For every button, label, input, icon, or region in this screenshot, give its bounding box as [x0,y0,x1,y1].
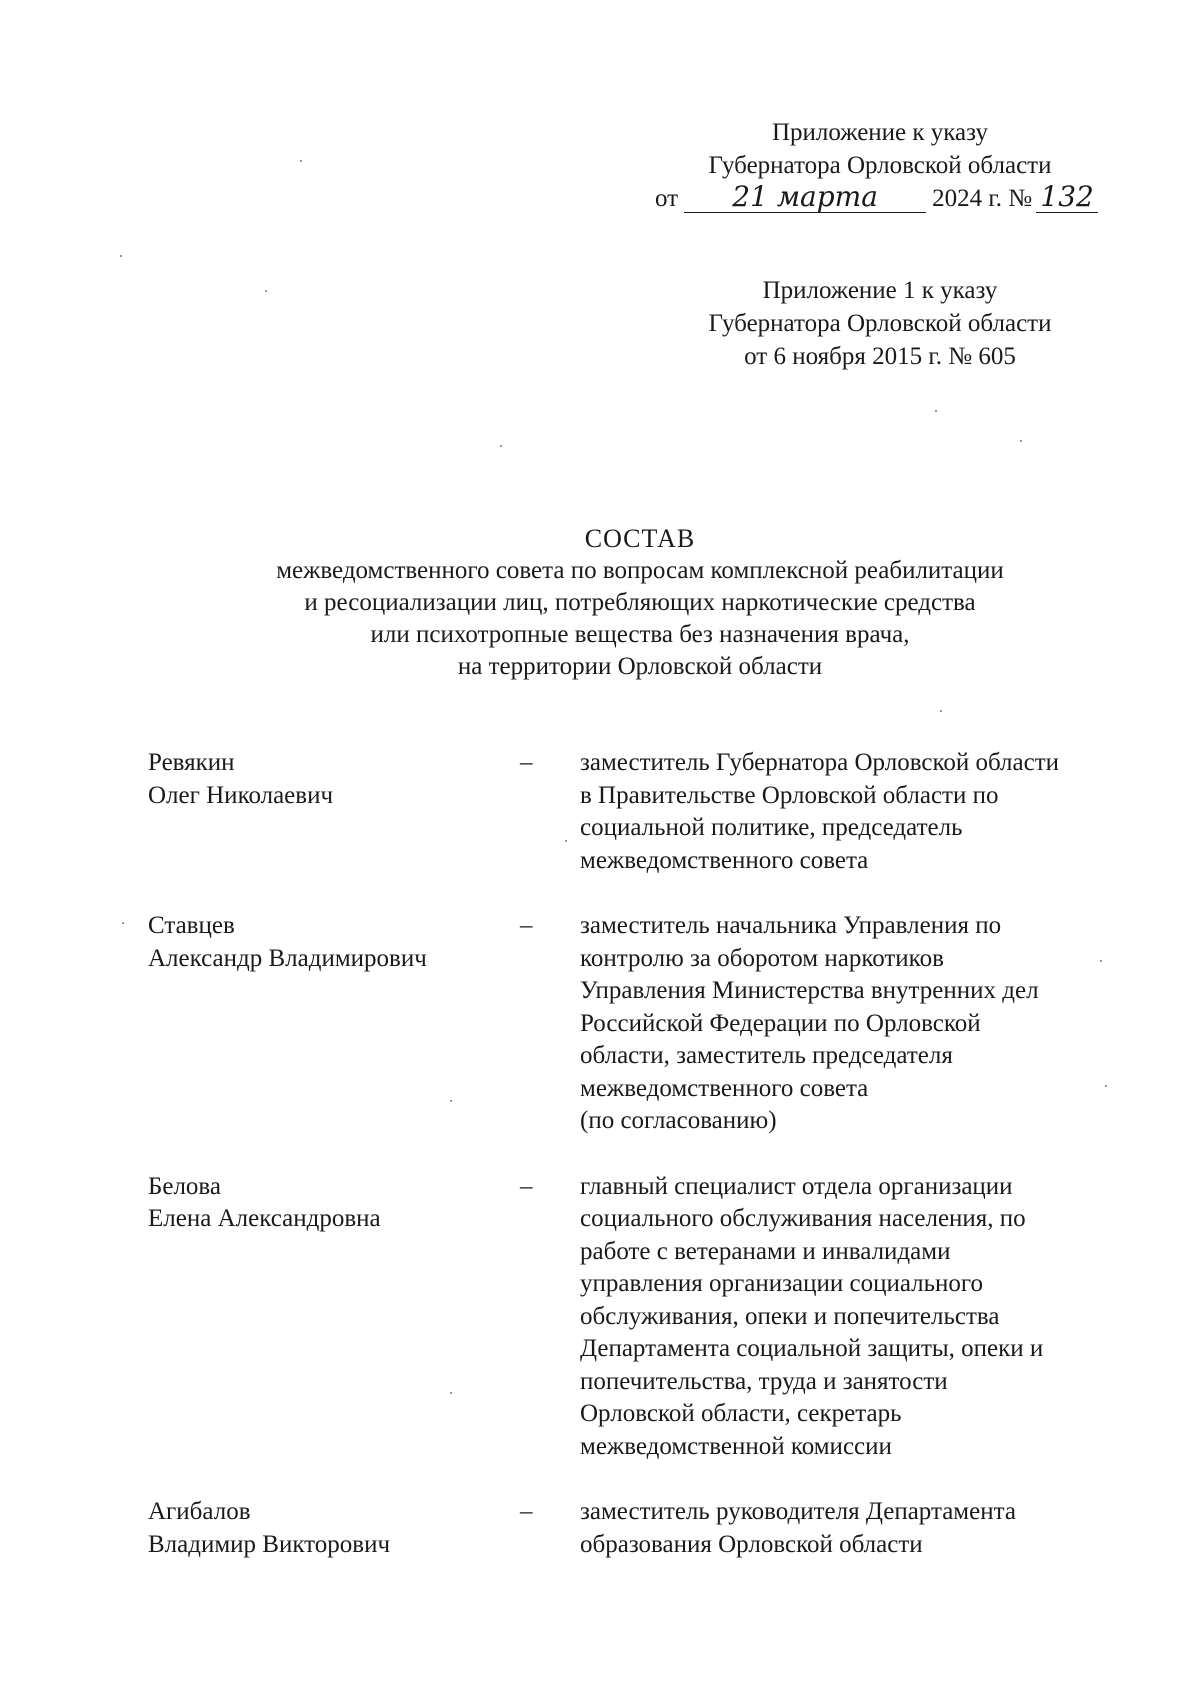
role-line: в Правительстве Орловской области по [580,781,999,809]
appendix-current-date-line [655,182,1105,215]
role-line: заместитель руководителя Департамента [580,1498,1016,1525]
members-list [148,747,1148,1594]
member-name [148,910,520,975]
member-entry [148,1171,1148,1464]
role-line: социального обслуживания населения, по [580,1205,1026,1232]
member-role [580,1496,1120,1561]
role-line: работе с ветеранами и инвалидами [580,1237,951,1265]
member-name [148,1496,520,1561]
member-given-names: Елена Александровна [148,1205,381,1232]
member-surname: Ревякин [148,749,235,776]
role-line: контролю за оборотом наркотиков [580,944,944,972]
member-surname: Агибалов [148,1498,251,1525]
role-line: социальной политике, председатель [580,814,963,841]
scan-speck [565,840,567,842]
scan-speck [450,1100,452,1102]
member-dash: – [520,1172,533,1200]
member-role [580,1171,1120,1464]
title-line: на территории Орловской области [457,653,823,680]
scan-speck [940,710,942,712]
scan-speck [300,160,302,162]
member-entry [148,747,1148,877]
role-line: области, заместитель председателя [580,1042,953,1069]
role-line: Российской Федерации по Орловской [580,1009,981,1037]
appendix-current-header [655,116,1105,215]
member-surname: Ставцев [148,912,235,939]
role-line: Управления Министерства внутренних дел [580,977,1039,1004]
scan-speck [265,290,267,292]
role-line: управления организации социального [580,1270,984,1297]
scan-speck [450,1392,452,1394]
member-role [580,910,1120,1138]
scan-speck [122,922,124,924]
member-role [580,747,1120,877]
scan-speck [500,445,502,447]
member-dash: – [520,749,533,776]
date-prefix: от [655,185,679,212]
role-line: межведомственного совета [580,1074,869,1102]
scan-speck [120,255,122,257]
member-dash: – [520,1498,533,1525]
appendix-original-line1: Приложение 1 к указу [762,277,998,304]
appendix-original-line3: от 6 ноября 2015 г. № 605 [744,343,1016,370]
role-line: образования Орловской области [580,1530,923,1558]
title-heading: СОСТАВ [584,524,696,553]
member-given-names: Олег Николаевич [148,781,334,809]
document-title [150,523,1130,683]
member-name [148,747,520,812]
appendix-current-line1: Приложение к указу [771,119,989,146]
member-entry [148,910,1148,1138]
member-entry [148,1496,1148,1561]
role-line: межведомственного совета [580,846,869,874]
handwritten-number: 132 [1036,182,1098,213]
appendix-original-header [655,274,1105,373]
role-line: обслуживания, опеки и попечительства [580,1302,1000,1330]
role-line: Орловской области, секретарь [580,1400,902,1427]
role-line: (по согласованию) [580,1107,777,1134]
member-surname: Белова [148,1172,221,1200]
title-line: и ресоциализации лиц, потребляющих наркотические средства [304,589,976,616]
role-line: главный специалист отдела организации [580,1172,1013,1200]
role-line: заместитель Губернатора Орловской области [580,749,1060,776]
date-year: 2024 г. № [932,185,1033,212]
member-dash: – [520,912,533,939]
title-line: или психотропные вещества без назначения врача, [370,621,910,648]
scan-speck [1100,960,1102,962]
scan-speck [935,410,937,412]
appendix-original-line2: Губернатора Орловской области [708,310,1052,337]
scan-speck [1020,440,1022,442]
role-line: Департамента социальной защиты, опеки и [580,1335,1044,1362]
scan-speck [1105,1085,1107,1087]
title-line: межведомственного совета по вопросам комплексной реабилитации [276,557,1004,584]
role-line: заместитель начальника Управления по [580,912,1002,939]
appendix-current-line2: Губернатора Орловской области [708,152,1052,179]
member-given-names: Владимир Викторович [148,1530,391,1558]
role-line: межведомственной комиссии [580,1432,892,1460]
handwritten-date: 21 марта [684,182,926,213]
member-given-names: Александр Владимирович [148,944,427,972]
role-line: попечительства, труда и занятости [580,1367,948,1395]
member-name [148,1171,520,1236]
